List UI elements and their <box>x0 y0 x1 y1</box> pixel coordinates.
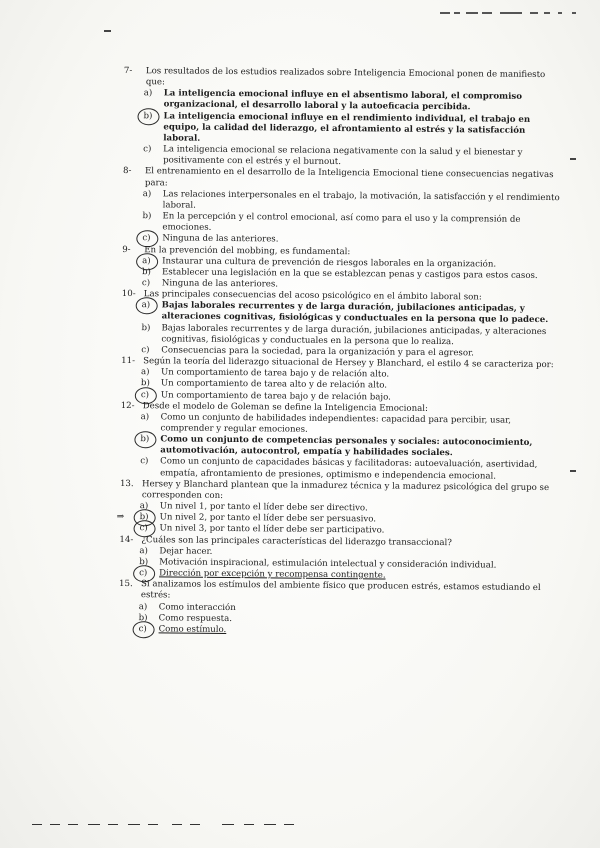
options-7 <box>123 88 564 170</box>
question-number: 14- <box>119 534 134 545</box>
option-letter: b) <box>138 612 148 623</box>
stray-mark <box>570 158 576 160</box>
option-text: Ninguna de las anteriores. <box>161 278 279 290</box>
option-text: Como respuesta. <box>158 613 232 624</box>
option-letter: c) <box>138 623 147 635</box>
exam-questions <box>116 66 564 639</box>
option-text: La inteligencia emocional influye en el rendimiento individual, el trabajo en equipo, la calidad del liderazgo, el afrontamiento al estrés y la satisfacción laboral. <box>163 111 531 144</box>
option-text: Como un conjunto de capacidades básicas y facilitadoras: autoevaluación, asertividad, empatía, afrontamiento de presiones, optimismo e independencia emocional. <box>160 456 538 482</box>
bottom-scan-marks <box>32 824 312 828</box>
question-number: 12- <box>120 400 135 411</box>
question-number: 10- <box>121 289 136 300</box>
options-8 <box>122 189 563 249</box>
option-text: Como un conjunto de habilidades independientes: capacidad para percibir, usar, comprender y regular emociones. <box>160 412 512 435</box>
option-text: Un nivel 1, por tanto el líder debe ser directivo. <box>159 501 368 514</box>
option-text: Un nivel 3, por tanto el líder debe ser participativo. <box>159 523 385 536</box>
option-text: Bajas laborales recurrentes y de larga duración, jubilaciones anticipadas, y alteraciones cognitivas, fisiológicas y conductuales en la persona que lo padece. <box>161 300 549 326</box>
question-number: 7- <box>123 66 133 77</box>
option-text: Ninguna de las anteriores. <box>162 233 279 245</box>
question-text: En la prevención del mobbing, es fundamental: <box>144 244 351 257</box>
option-text: Un comportamiento de tarea bajo y de relación bajo. <box>160 389 391 403</box>
question-number: 11- <box>121 356 136 367</box>
option-letter: b) <box>140 434 150 445</box>
option-letter: c) <box>140 389 150 400</box>
option-b <box>123 111 563 149</box>
question-text: El entrenamiento en el desarrollo de la Inteligencia Emocional tiene consecuencias negativas para: <box>144 166 554 188</box>
top-scan-marks <box>440 12 590 16</box>
option-text: Consecuencias para la sociedad, para la organización y para el agresor. <box>161 345 474 359</box>
option-letter: b) <box>141 322 151 333</box>
stray-mark <box>570 470 576 472</box>
option-letter: c) <box>141 278 151 289</box>
option-letter: a) <box>141 367 150 378</box>
option-text: Como un conjunto de competencias personales y sociales: autoconocimiento, automotivación, autocontrol, empatía y habilidades sociales. <box>160 434 533 459</box>
question-number: 8- <box>122 166 132 177</box>
option-text: Como interacción <box>158 601 236 613</box>
options-15 <box>119 601 559 639</box>
option-letter: c) <box>140 456 149 467</box>
options-13 <box>116 501 560 539</box>
option-text: Motivación inspiracional, estimulación intelectual y consideración individual. <box>159 557 497 571</box>
option-letter: c) <box>143 144 152 155</box>
question-text: Desde el modelo de Goleman se define la Inteligencia Emocional: <box>142 400 428 414</box>
option-letter: a) <box>139 501 149 512</box>
option-letter: a) <box>138 601 148 612</box>
options-9 <box>122 256 562 294</box>
option-letter: c) <box>139 523 148 534</box>
option-text: La inteligencia emocional influye en el absentismo laboral, el compromiso organizacional, el desarrollo laboral y la autoeficacia percibida. <box>163 88 523 113</box>
option-letter: b) <box>140 378 150 389</box>
option-text: En la percepción y el control emocional, así como para el uso y la comprensión de emociones. <box>162 211 521 234</box>
option-text: Dirección por excepción y recompensa contingente. <box>159 568 386 581</box>
question-text: ¿Cuáles son las principales características del liderazgo transaccional? <box>141 534 452 548</box>
option-letter: c) <box>141 345 150 356</box>
options-10 <box>121 300 562 360</box>
option-text: Instaurar una cultura de prevención de riesgos laborales en la organización. <box>162 256 497 270</box>
option-text: Un comportamiento de tarea alto y de relación alto. <box>160 378 388 391</box>
question-number: 9- <box>122 244 131 255</box>
stray-mark <box>104 30 111 32</box>
option-letter: a) <box>139 545 148 556</box>
option-text: La inteligencia emocional se relaciona negativamente con la salud y el bienestar y positivamente con el estrés y el burnout. <box>163 144 523 168</box>
option-letter: b) <box>139 557 149 568</box>
option-letter: b) <box>139 512 149 523</box>
option-text: Las relaciones interpersonales en el trabajo, la motivación, la satisfacción y el rendimiento laboral. <box>162 189 560 211</box>
option-text: Dejar hacer. <box>159 546 213 557</box>
arrow-mark-icon: ⇒ <box>116 512 125 523</box>
option-letter: c) <box>139 568 148 579</box>
option-letter: a) <box>141 300 151 311</box>
option-text: Bajas laborales recurrentes y de larga duración, jubilaciones anticipadas, y alteraciones cognitivas, fisiológicas y conductuales en la persona que lo realiza. <box>161 322 547 347</box>
option-letter: b) <box>143 110 153 121</box>
option-text: Como estímulo. <box>158 624 227 635</box>
options-11 <box>121 367 561 405</box>
option-text: Un nivel 2, por tanto el líder debe ser persuasivo. <box>159 512 377 525</box>
option-letter: c) <box>142 233 151 244</box>
question-number: 13. <box>119 478 134 489</box>
question-text: Las principales consecuencias del acoso psicológico en el ámbito laboral son: <box>143 289 482 303</box>
option-text: Establecer una legislación en la que se establezcan penas y castigos para estos casos. <box>161 267 538 281</box>
question-text: Según la teoría del liderazgo situacional de Hersey y Blanchard, el estilo 4 se caracteriza por: <box>143 356 554 371</box>
question-number: 15. <box>118 579 133 590</box>
question-text: Los resultados de los estudios realizados sobre Inteligencia Emocional ponen de manifiesto que: <box>145 66 546 88</box>
option-letter: b) <box>141 266 151 278</box>
question-text: Hersey y Blanchard plantean que la inmadurez técnica y la madurez psicológica del grupo se corresponden con: <box>141 478 550 501</box>
options-14 <box>119 546 559 584</box>
option-letter: a) <box>142 255 151 266</box>
option-letter: b) <box>142 211 152 222</box>
option-letter: a) <box>142 188 152 199</box>
option-letter: a) <box>143 88 153 99</box>
option-letter: a) <box>140 412 150 423</box>
options-12 <box>120 412 561 483</box>
option-text: Un comportamiento de tarea bajo y de relación alto. <box>161 367 390 380</box>
question-text: Si analizamos los estímulos del ambiente físico que producen estrés, estamos estudiando el estrés: <box>140 579 541 601</box>
